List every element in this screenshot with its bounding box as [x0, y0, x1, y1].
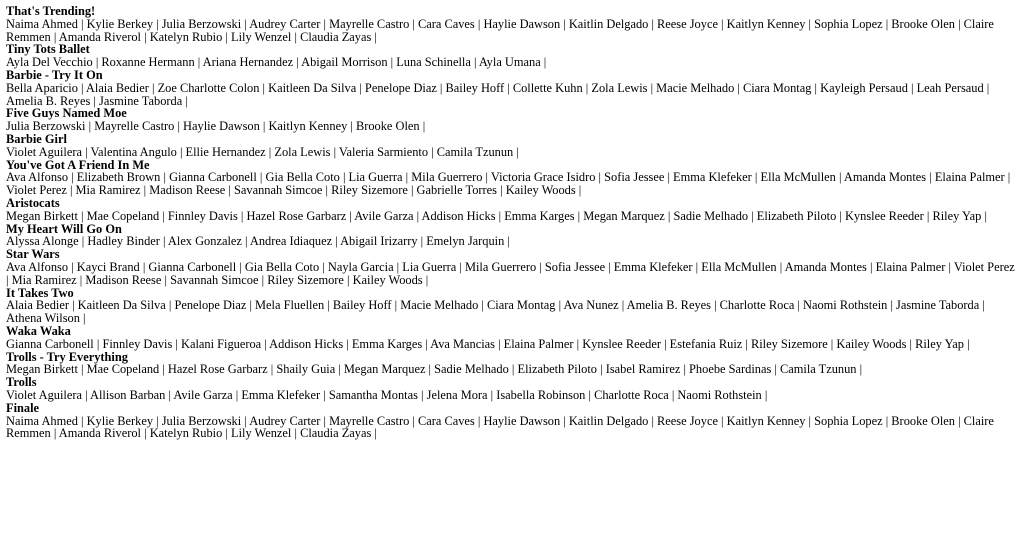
cast-member: Avile Garza	[173, 387, 233, 402]
program-number	[6, 325, 1018, 351]
cast-member: Amanda Montes	[843, 170, 927, 185]
cast-member: Sofia Jessee	[544, 259, 606, 274]
cast-member: Audrey Carter	[249, 16, 321, 31]
cast-member: Isabel Ramirez	[605, 362, 681, 377]
cast-member: Mia Ramirez	[75, 183, 141, 198]
program-number	[6, 402, 1018, 440]
cast-member: Naima Ahmed	[6, 413, 78, 428]
cast-member: Cara Caves	[417, 16, 475, 31]
cast-member: Mayrelle Castro	[329, 16, 410, 31]
cast-list: Bella Aparicio | Alaia Bedier | Zoe Charlotte Colon | Kaitleen Da Silva | Penelope Diaz | Bailey Hoff | Collette Kuhn | Zola Lewis | Macie Melhado | Ciara Montag | Kayleigh Persaud | Leah Persaud | Amelia B. Reyes | Jasmine Taborda |	[6, 80, 990, 108]
cast-member: Riley Yap	[932, 208, 982, 223]
cast-member: Valeria Sarmiento	[338, 144, 429, 159]
cast-member: Brooke Olen	[891, 413, 955, 428]
cast-member: Nayla Garcia	[327, 259, 394, 274]
cast-list: Ava Alfonso | Kayci Brand | Gianna Carbonell | Gia Bella Coto | Nayla Garcia | Lia Guerra | Mila Guerrero | Sofia Jessee | Emma Klefeker | Ella McMullen | Amanda Montes | Elaina Palmer | Violet Perez | Mia Ramirez | Madison Reese | Savannah Simcoe | Riley Sizemore | Kailey Woods |	[6, 259, 1015, 287]
cast-member: Kalani Figueroa	[181, 336, 262, 351]
cast-member: Camila Tzunun	[436, 144, 514, 159]
cast-member: Macie Melhado	[400, 298, 479, 313]
cast-member: Ava Nunez	[563, 298, 619, 313]
cast-member: Julia Berzowski	[6, 119, 86, 134]
cast-member: Ella McMullen	[760, 170, 836, 185]
cast-member: Bella Aparicio	[6, 80, 78, 95]
cast-member: Alyssa Alonge	[6, 234, 79, 249]
cast-member: Cara Caves	[417, 413, 475, 428]
number-title: Star Wars	[6, 247, 60, 262]
cast-member: Naomi Rothstein	[803, 298, 888, 313]
cast-list: Alaia Bedier | Kaitleen Da Silva | Penelope Diaz | Mela Fluellen | Bailey Hoff | Macie Melhado | Ciara Montag | Ava Nunez | Amelia B. Reyes | Charlotte Roca | Naomi Rothstein | Jasmine Taborda | Athena Wilson |	[6, 298, 985, 326]
cast-member: Emma Karges	[504, 208, 575, 223]
cast-member: Camila Tzunun	[779, 362, 857, 377]
cast-member: Riley Sizemore	[267, 272, 344, 287]
cast-member: Reese Joyce	[657, 413, 718, 428]
cast-member: Sofia Jessee	[604, 170, 665, 185]
number-title: Tiny Tots Ballet	[6, 42, 90, 57]
cast-member: Reese Joyce	[657, 16, 718, 31]
cast-member: Elaina Palmer	[503, 336, 574, 351]
cast-member: Lily Wenzel	[231, 426, 292, 441]
cast-member: Kylie Berkey	[86, 16, 154, 31]
cast-member: Kailey Woods	[352, 272, 423, 287]
cast-member: Kynslee Reeder	[582, 336, 661, 351]
cast-member: Elizabeth Piloto	[756, 208, 837, 223]
cast-member: Claire Remmen	[6, 16, 994, 44]
cast-member: Allison Barban	[90, 387, 166, 402]
cast-member: Violet Aguilera	[6, 144, 82, 159]
cast-list: Megan Birkett | Mae Copeland | Hazel Rose Garbarz | Shaily Guia | Megan Marquez | Sadie Melhado | Elizabeth Piloto | Isabel Ramirez | Phoebe Sardinas | Camila Tzunun |	[6, 362, 863, 377]
cast-member: Sadie Melhado	[434, 362, 509, 377]
cast-member: Violet Perez	[953, 259, 1015, 274]
cast-member: Bailey Hoff	[332, 298, 392, 313]
cast-member: Victoria Grace Isidro	[490, 170, 596, 185]
cast-list: Ayla Del Vecchio | Roxanne Hermann | Ariana Hernandez | Abigail Morrison | Luna Schinella | Ayla Umana |	[6, 55, 547, 70]
cast-member: Lia Guerra	[348, 170, 403, 185]
cast-member: Riley Sizemore	[750, 336, 828, 351]
cast-member: Kayci Brand	[76, 259, 140, 274]
cast-member: Mayrelle Castro	[94, 119, 175, 134]
cast-member: Andrea Idiaquez	[249, 234, 333, 249]
cast-member: Savannah Simcoe	[234, 183, 323, 198]
cast-member: Elaina Palmer	[934, 170, 1005, 185]
cast-member: Emma Klefeker	[613, 259, 693, 274]
cast-member: Kaitlin Delgado	[568, 16, 649, 31]
cast-member: Sophia Lopez	[814, 413, 883, 428]
cast-member: Zoe Charlotte Colon	[157, 80, 260, 95]
cast-member: Mila Guerrero	[464, 259, 537, 274]
cast-member: Kayleigh Persaud	[820, 80, 908, 95]
cast-member: Claudia Zayas	[300, 426, 372, 441]
cast-member: Roxanne Hermann	[101, 55, 195, 70]
cast-member: Avile Garza	[354, 208, 414, 223]
cast-member: Leah Persaud	[916, 80, 984, 95]
cast-member: Violet Perez	[6, 183, 67, 198]
cast-list: Naima Ahmed | Kylie Berkey | Julia Berzowski | Audrey Carter | Mayrelle Castro | Cara Caves | Haylie Dawson | Kaitlin Delgado | Reese Joyce | Kaitlyn Kenney | Sophia Lopez | Brooke Olen | Claire Remmen | Amanda Riverol | Katelyn Rubio | Lily Wenzel | Claudia Zayas |	[6, 16, 994, 44]
cast-member: Haylie Dawson	[483, 16, 561, 31]
cast-list: Alyssa Alonge | Hadley Binder | Alex Gonzalez | Andrea Idiaquez | Abigail Irizarry | Emelyn Jarquin |	[6, 234, 510, 249]
cast-member: Savannah Simcoe	[170, 272, 259, 287]
cast-member: Gianna Carbonell	[6, 336, 94, 351]
cast-member: Mela Fluellen	[255, 298, 325, 313]
number-title: Finale	[6, 400, 40, 415]
cast-member: Ava Alfonso	[6, 170, 69, 185]
cast-member: Shaily Guia	[276, 362, 336, 377]
cast-member: Elaina Palmer	[875, 259, 946, 274]
cast-member: Bailey Hoff	[445, 80, 505, 95]
cast-member: Emma Klefeker	[241, 387, 321, 402]
cast-member: Haylie Dawson	[183, 119, 260, 134]
program-number	[6, 107, 1018, 133]
cast-member: Ella McMullen	[701, 259, 777, 274]
cast-member: Gia Bella Coto	[244, 259, 320, 274]
cast-member: Ava Alfonso	[6, 259, 69, 274]
cast-member: Elizabeth Piloto	[517, 362, 597, 377]
cast-member: Megan Birkett	[6, 208, 78, 223]
cast-member: Zola Lewis	[274, 144, 331, 159]
program-number	[6, 69, 1018, 107]
cast-member: Alaia Bedier	[85, 80, 149, 95]
cast-member: Macie Melhado	[656, 80, 735, 95]
cast-member: Naima Ahmed	[6, 16, 78, 31]
cast-member: Penelope Diaz	[364, 80, 437, 95]
cast-member: Kaitlyn Kenney	[268, 119, 348, 134]
cast-member: Zola Lewis	[591, 80, 648, 95]
cast-list: Violet Aguilera | Valentina Angulo | Ellie Hernandez | Zola Lewis | Valeria Sarmiento | Camila Tzunun |	[6, 144, 519, 159]
number-title: Trolls	[6, 375, 37, 390]
cast-member: Charlotte Roca	[719, 298, 795, 313]
cast-member: Emelyn Jarquin	[426, 234, 505, 249]
cast-member: Amelia B. Reyes	[626, 298, 711, 313]
cast-member: Megan Birkett	[6, 362, 78, 377]
cast-list: Violet Aguilera | Allison Barban | Avile Garza | Emma Klefeker | Samantha Montas | Jelena Mora | Isabella Robinson | Charlotte Roca | Naomi Rothstein |	[6, 387, 768, 402]
cast-list: Ava Alfonso | Elizabeth Brown | Gianna Carbonell | Gia Bella Coto | Lia Guerra | Mila Guerrero | Victoria Grace Isidro | Sofia Jessee | Emma Klefeker | Ella McMullen | Amanda Montes | Elaina Palmer | Violet Perez | Mia Ramirez | Madison Reese | Savannah Simcoe | Riley Sizemore | Gabrielle Torres | Kailey Woods |	[6, 170, 1011, 198]
cast-member: Gianna Carbonell	[169, 170, 257, 185]
cast-member: Claire Remmen	[6, 413, 994, 441]
cast-member: Julia Berzowski	[161, 16, 242, 31]
cast-member: Riley Sizemore	[331, 183, 408, 198]
cast-list: Julia Berzowski | Mayrelle Castro | Haylie Dawson | Kaitlyn Kenney | Brooke Olen |	[6, 119, 426, 134]
cast-member: Jasmine Taborda	[896, 298, 980, 313]
cast-member: Hazel Rose Garbarz	[167, 362, 268, 377]
cast-member: Hazel Rose Garbarz	[246, 208, 347, 223]
cast-member: Valentina Angulo	[90, 144, 177, 159]
cast-member: Abigail Irizarry	[340, 234, 418, 249]
program-number	[6, 223, 1018, 249]
program-number	[6, 287, 1018, 325]
cast-member: Megan Marquez	[583, 208, 665, 223]
number-title: That's Trending!	[6, 4, 96, 18]
cast-member: Amelia B. Reyes	[6, 93, 91, 108]
cast-member: Mae Copeland	[86, 208, 160, 223]
cast-member: Katelyn Rubio	[149, 29, 223, 44]
cast-member: Finnley Davis	[167, 208, 238, 223]
cast-member: Kaitlyn Kenney	[726, 413, 806, 428]
cast-member: Brooke Olen	[355, 119, 420, 134]
cast-member: Riley Yap	[915, 336, 964, 351]
cast-member: Ellie Hernandez	[185, 144, 266, 159]
cast-member: Ava Mancias	[430, 336, 495, 351]
cast-member: Kaitlyn Kenney	[726, 16, 806, 31]
program-number	[6, 5, 1018, 43]
cast-member: Collette Kuhn	[512, 80, 583, 95]
cast-member: Kaitleen Da Silva	[268, 80, 357, 95]
cast-member: Kaitleen Da Silva	[77, 298, 166, 313]
number-title: It Takes Two	[6, 285, 74, 300]
program-number	[6, 197, 1018, 223]
cast-member: Amanda Riverol	[58, 29, 141, 44]
number-title: Barbie Girl	[6, 131, 67, 146]
cast-member: Luna Schinella	[396, 55, 471, 70]
cast-member: Alaia Bedier	[6, 298, 69, 313]
cast-member: Sophia Lopez	[814, 16, 883, 31]
program-number	[6, 159, 1018, 197]
cast-member: Addison Hicks	[269, 336, 344, 351]
cast-member: Kynslee Reeder	[844, 208, 924, 223]
cast-member: Kailey Woods	[836, 336, 907, 351]
cast-member: Madison Reese	[149, 183, 226, 198]
cast-member: Haylie Dawson	[483, 413, 561, 428]
cast-member: Madison Reese	[85, 272, 162, 287]
cast-member: Mila Guerrero	[411, 170, 483, 185]
cast-member: Isabella Robinson	[496, 387, 586, 402]
number-title: Aristocats	[6, 195, 60, 210]
cast-member: Audrey Carter	[249, 413, 321, 428]
cast-member: Naomi Rothstein	[677, 387, 762, 402]
cast-member: Megan Marquez	[343, 362, 426, 377]
cast-member: Brooke Olen	[891, 16, 955, 31]
cast-member: Kylie Berkey	[86, 413, 154, 428]
cast-member: Sadie Melhado	[673, 208, 749, 223]
cast-member: Penelope Diaz	[174, 298, 247, 313]
cast-list: Naima Ahmed | Kylie Berkey | Julia Berzowski | Audrey Carter | Mayrelle Castro | Cara Caves | Haylie Dawson | Kaitlin Delgado | Reese Joyce | Kaitlyn Kenney | Sophia Lopez | Brooke Olen | Claire Remmen | Amanda Riverol | Katelyn Rubio | Lily Wenzel | Claudia Zayas |	[6, 413, 994, 441]
cast-member: Emma Karges	[351, 336, 423, 351]
cast-member: Ciara Montag	[742, 80, 812, 95]
cast-member: Alex Gonzalez	[167, 234, 242, 249]
cast-member: Claudia Zayas	[300, 29, 372, 44]
cast-member: Athena Wilson	[6, 311, 80, 326]
program-number	[6, 248, 1018, 286]
cast-member: Samantha Montas	[328, 387, 418, 402]
cast-member: Gianna Carbonell	[148, 259, 237, 274]
cast-member: Julia Berzowski	[161, 413, 242, 428]
cast-member: Finnley Davis	[102, 336, 173, 351]
cast-member: Emma Klefeker	[673, 170, 752, 185]
cast-member: Jasmine Taborda	[99, 93, 183, 108]
cast-member: Estefania Ruiz	[669, 336, 743, 351]
program-number	[6, 376, 1018, 402]
cast-member: Ciara Montag	[487, 298, 556, 313]
number-title: Trolls - Try Everything	[6, 349, 128, 364]
cast-member: Mae Copeland	[86, 362, 160, 377]
program-number	[6, 43, 1018, 69]
cast-member: Abigail Morrison	[301, 55, 388, 70]
cast-list: Gianna Carbonell | Finnley Davis | Kalani Figueroa | Addison Hicks | Emma Karges | Ava Mancias | Elaina Palmer | Kynslee Reeder | Estefania Ruiz | Riley Sizemore | Kailey Woods | Riley Yap |	[6, 336, 970, 351]
number-title: You've Got A Friend In Me	[6, 157, 150, 172]
cast-member: Hadley Binder	[87, 234, 160, 249]
number-title: Five Guys Named Moe	[6, 106, 127, 121]
cast-member: Phoebe Sardinas	[689, 362, 772, 377]
cast-member: Lia Guerra	[402, 259, 457, 274]
number-title: Barbie - Try It On	[6, 67, 103, 82]
program-number	[6, 133, 1018, 159]
cast-member: Ayla Umana	[478, 55, 541, 70]
cast-member: Elizabeth Brown	[76, 170, 161, 185]
cast-member: Jelena Mora	[426, 387, 488, 402]
cast-member: Kailey Woods	[505, 183, 576, 198]
cast-member: Gabrielle Torres	[416, 183, 497, 198]
cast-member: Violet Aguilera	[6, 387, 82, 402]
cast-member: Ariana Hernandez	[202, 55, 294, 70]
number-title: My Heart Will Go On	[6, 221, 122, 236]
cast-member: Lily Wenzel	[231, 29, 292, 44]
cast-list: Megan Birkett | Mae Copeland | Finnley Davis | Hazel Rose Garbarz | Avile Garza | Addison Hicks | Emma Karges | Megan Marquez | Sadie Melhado | Elizabeth Piloto | Kynslee Reeder | Riley Yap |	[6, 208, 987, 223]
cast-member: Charlotte Roca	[594, 387, 669, 402]
program-number	[6, 351, 1018, 377]
cast-member: Mayrelle Castro	[329, 413, 410, 428]
cast-member: Gia Bella Coto	[265, 170, 340, 185]
cast-member: Katelyn Rubio	[149, 426, 223, 441]
cast-member: Kaitlin Delgado	[568, 413, 649, 428]
number-title: Waka Waka	[6, 323, 71, 338]
cast-member: Amanda Riverol	[58, 426, 141, 441]
cast-member: Addison Hicks	[421, 208, 496, 223]
cast-member: Mia Ramirez	[11, 272, 77, 287]
cast-member: Ayla Del Vecchio	[6, 55, 93, 70]
cast-member: Amanda Montes	[784, 259, 867, 274]
